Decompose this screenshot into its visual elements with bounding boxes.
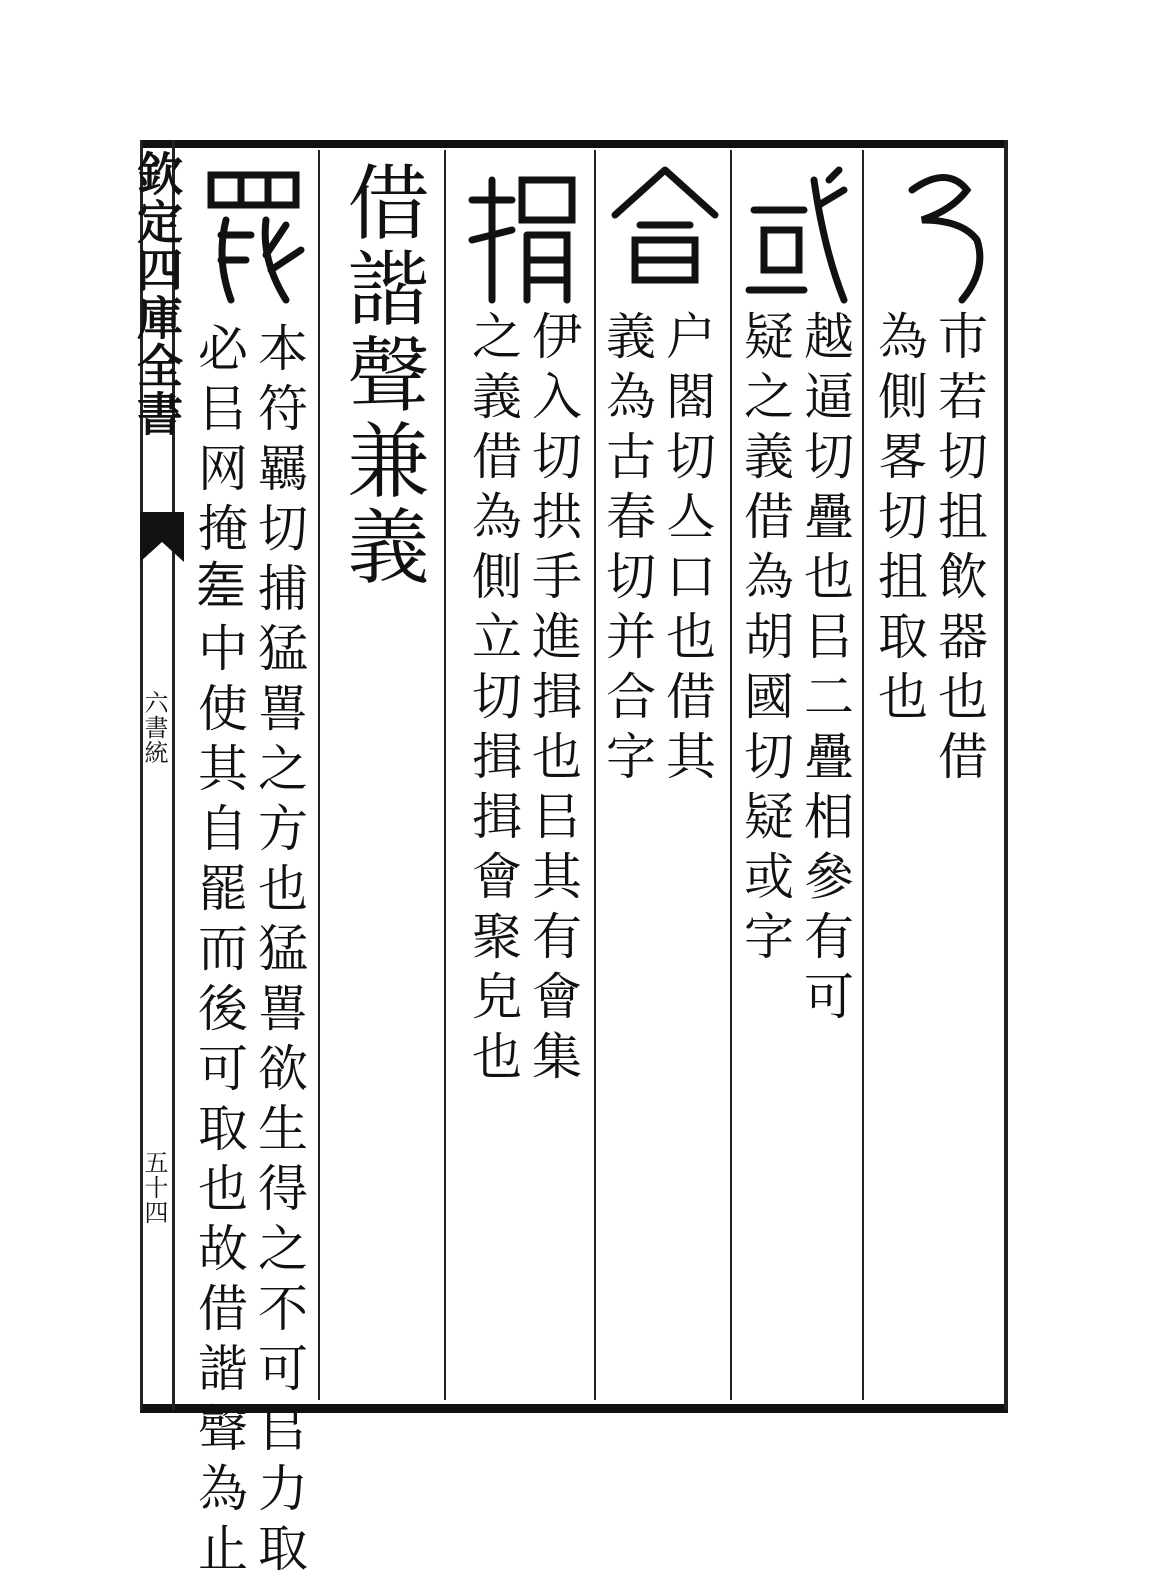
annotation-line: 為側畧切抯取也	[870, 310, 928, 730]
seal-glyph-icon	[462, 160, 582, 310]
volume-title: 六書統	[140, 690, 168, 765]
column-divider	[318, 150, 320, 1400]
seal-character	[462, 160, 582, 310]
seal-character	[196, 160, 311, 310]
column-divider	[594, 150, 596, 1400]
annotation-line: 本符羈切捕猛嘼之方也猛嘼欲生得之不可㠯力取	[250, 322, 308, 1582]
annotation-line: 義為古春切并合字	[598, 310, 656, 790]
seal-glyph-icon	[892, 160, 992, 310]
seal-glyph-icon	[610, 160, 720, 290]
book-title: 欽定四庫全書	[130, 150, 184, 438]
annotation-line: 越逼切疊也㠯二疊相參有可	[796, 310, 854, 1030]
fish-tail-mark-icon	[140, 512, 184, 562]
annotation-line: 伊入切拱手進揖也㠯其有會集	[524, 310, 582, 1090]
annotation-line: 必㠯网掩𢀡中使其自罷而後可取也故借諧聲為止	[190, 322, 248, 1582]
annotation-line: 疑之義借為胡國切疑或字	[736, 310, 794, 970]
column-divider	[444, 150, 446, 1400]
seal-glyph-icon	[744, 160, 854, 310]
seal-character	[744, 160, 854, 310]
seal-glyph-icon	[196, 160, 311, 310]
seal-character	[888, 160, 996, 310]
seal-character	[610, 160, 720, 290]
right-border-rule	[1004, 140, 1008, 1410]
top-border-rule	[140, 140, 1008, 148]
annotation-line: 之義借為側立切揖揖會聚皃也	[464, 310, 522, 1090]
column-divider	[862, 150, 864, 1400]
annotation-line: 巿若切抯飲器也借	[930, 310, 988, 790]
annotation-line: 户閤切亼口也借其	[658, 310, 716, 790]
category-heading: 借諧聲兼義	[334, 160, 429, 590]
page-number: 五十四	[140, 1150, 168, 1225]
column-divider	[730, 150, 732, 1400]
